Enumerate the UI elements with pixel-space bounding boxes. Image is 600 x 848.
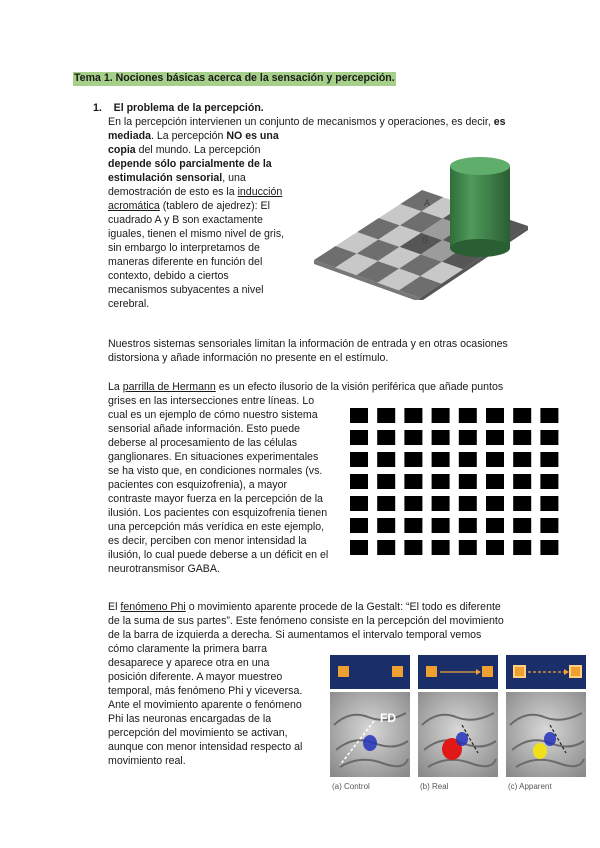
- cylinder-top: [450, 157, 510, 175]
- text-line: desaparece y aparece otra en una: [108, 657, 270, 669]
- text-line: sensorial añade información. Esto puede: [108, 423, 300, 435]
- text-line: deberse al procesamiento de las células: [108, 437, 298, 449]
- hermann-square: [377, 540, 395, 555]
- hermann-square: [486, 540, 504, 555]
- bold-text: copia: [108, 144, 136, 156]
- hermann-squares: [350, 408, 558, 555]
- label-a: A: [424, 198, 431, 208]
- text-line: iguales, tienen el mismo nivel de gris,: [108, 228, 285, 240]
- hermann-square: [513, 496, 531, 511]
- hermann-square: [459, 496, 477, 511]
- hermann-square: [513, 452, 531, 467]
- text-line: ilusión. Los pacientes con esquizofrenia tienen: [108, 507, 328, 519]
- hermann-square: [432, 430, 450, 445]
- text-line: posición diferente. A mayor muestreo: [108, 671, 283, 683]
- text-line: es decir, perciben con menor intensidad la: [108, 535, 307, 547]
- text-line: ilusión, lo cual puede deberse a un déficit en el: [108, 549, 329, 561]
- text-line: El: [108, 601, 121, 613]
- hermann-square: [540, 540, 558, 555]
- hermann-square: [404, 496, 422, 511]
- text-line: La: [108, 381, 123, 393]
- hermann-square: [486, 474, 504, 489]
- text-line: Nuestros sistemas sensoriales limitan la información de entrada y en otras ocasiones: [108, 338, 508, 350]
- hermann-square: [377, 452, 395, 467]
- hermann-square: [459, 474, 477, 489]
- hermann-square: [377, 408, 395, 423]
- text-line: se ha visto que, en condiciones normales (vs.: [108, 465, 323, 477]
- hermann-square: [404, 540, 422, 555]
- link-text[interactable]: parrilla de Hermann: [122, 381, 216, 393]
- hermann-square: [486, 452, 504, 467]
- checker-shadow-illusion: [312, 148, 530, 300]
- panel-control: [330, 655, 410, 777]
- bar-right: [392, 666, 403, 677]
- hermann-square: [432, 474, 450, 489]
- hermann-square: [459, 540, 477, 555]
- text-line: contexto, debido a ciertos: [108, 270, 229, 282]
- text-line: mecanismos subyacentes a nivel: [108, 284, 264, 296]
- section-title: Tema 1. Nociones básicas acerca de la sensación y percepción.: [74, 72, 395, 84]
- hermann-square: [540, 496, 558, 511]
- hermann-square: [513, 518, 531, 533]
- link-text[interactable]: inducción: [237, 186, 283, 198]
- hermann-square: [432, 408, 450, 423]
- panel-apparent: [506, 655, 586, 777]
- link-text[interactable]: acromática: [108, 200, 160, 212]
- text-line: Phi las neuronas encargadas de la: [108, 713, 272, 725]
- heading-text: El problema de la percepción.: [113, 102, 264, 114]
- text-line: de la suma de sus partes”. Este fenómeno consiste en la percepción del movimiento: [108, 615, 504, 627]
- hermann-square: [377, 474, 395, 489]
- hermann-square: [350, 430, 368, 445]
- caption-apparent: (c) Apparent: [508, 782, 552, 791]
- text-line: percepción del movimiento se activan,: [108, 727, 288, 739]
- hermann-square: [377, 518, 395, 533]
- text-line: movimiento real.: [108, 755, 186, 767]
- hermann-square: [540, 408, 558, 423]
- text-line: Ante el movimiento aparente o fenómeno: [108, 699, 302, 711]
- text-line: neurotransmisor GABA.: [108, 563, 220, 575]
- text-line: o movimiento aparente procede de la Gestalt: “El todo es diferente: [185, 601, 501, 613]
- heading-number: 1.: [93, 102, 102, 114]
- text-line: temporal, más fenómeno Phi y viceversa.: [108, 685, 303, 697]
- caption-control: (a) Control: [332, 782, 370, 791]
- hermann-square: [350, 518, 368, 533]
- text-line: pacientes con esquizofrenia), a mayor: [108, 479, 288, 491]
- text-line: grises en las intersecciones entre líneas. Lo: [108, 395, 315, 407]
- cylinder-base: [450, 239, 510, 257]
- hermann-square: [513, 474, 531, 489]
- hermann-square: [350, 496, 368, 511]
- hermann-square: [377, 430, 395, 445]
- text-line: cuadrado A y B son exactamente: [108, 214, 263, 226]
- hermann-square: [432, 452, 450, 467]
- hermann-square: [404, 430, 422, 445]
- text-line: distorsiona y añade información no presente en el estímulo.: [108, 352, 389, 364]
- text-line: cómo claramente la primera barra: [108, 643, 267, 655]
- text-line: de la barra de izquierda a derecha. Si aumentamos el intervalo temporal vemos: [108, 629, 482, 641]
- label-b: B: [422, 235, 429, 245]
- hermann-square: [459, 518, 477, 533]
- text-line: una percepción más verídica en este ejemplo,: [108, 521, 325, 533]
- link-text[interactable]: fenómeno Phi: [120, 601, 186, 613]
- hermann-square: [432, 540, 450, 555]
- hermann-square: [350, 408, 368, 423]
- hermann-square: [513, 540, 531, 555]
- hermann-square: [540, 474, 558, 489]
- section-heading: [93, 102, 264, 116]
- text-line: es un efecto ilusorio de la visión periférica que añade puntos: [215, 381, 504, 393]
- hermann-square: [404, 474, 422, 489]
- hermann-square: [486, 496, 504, 511]
- hermann-square: [404, 518, 422, 533]
- bold-text: depende sólo parcialmente de la: [108, 158, 272, 170]
- caption-real: (b) Real: [420, 782, 449, 791]
- text-line: aunque con menor intensidad respecto al: [108, 741, 303, 753]
- hermann-square: [432, 496, 450, 511]
- hermann-square: [350, 452, 368, 467]
- text-line: cerebral.: [108, 298, 150, 310]
- hermann-square: [459, 408, 477, 423]
- text-line: . La percepción: [150, 130, 227, 142]
- hermann-square: [513, 430, 531, 445]
- text-line: cual es un ejemplo de cómo nuestro sistema: [108, 409, 318, 421]
- hermann-grid: [350, 408, 568, 560]
- hermann-square: [540, 430, 558, 445]
- hermann-square: [459, 430, 477, 445]
- bold-text: NO es una: [226, 130, 279, 142]
- hermann-square: [486, 430, 504, 445]
- hermann-square: [513, 408, 531, 423]
- cylinder-body: [450, 166, 510, 248]
- hermann-square: [404, 408, 422, 423]
- hermann-square: [459, 452, 477, 467]
- panel-real: [418, 655, 498, 777]
- fd-label: FD: [380, 711, 396, 725]
- text-line: del mundo. La percepción: [135, 144, 261, 156]
- text-line: En la percepción intervienen un conjunto de mecanismos y operaciones, es decir,: [108, 116, 491, 128]
- text-line: contraste mayor fuerza en la percepción de la: [108, 493, 323, 505]
- bold-text: mediada: [108, 130, 151, 142]
- hermann-square: [540, 452, 558, 467]
- hermann-square: [350, 474, 368, 489]
- bold-text: es: [493, 116, 506, 128]
- hermann-square: [486, 518, 504, 533]
- hermann-square: [432, 518, 450, 533]
- text-line: ganglionares. En situaciones experimentales: [108, 451, 319, 463]
- hermann-square: [486, 408, 504, 423]
- text-line: maneras diferente en función del: [108, 256, 263, 268]
- text-line: demostración de esto es la: [108, 186, 238, 198]
- hermann-square: [404, 452, 422, 467]
- text-line: sin embargo lo interpretamos de: [108, 242, 260, 254]
- bar-left: [338, 666, 349, 677]
- bold-text: estimulación sensorial: [108, 172, 223, 184]
- hermann-square: [377, 496, 395, 511]
- hermann-square: [540, 518, 558, 533]
- text-line: (tablero de ajedrez): El: [159, 200, 270, 212]
- phi-phenomenon-figure: [330, 655, 588, 795]
- hermann-square: [350, 540, 368, 555]
- text-line: , una: [222, 172, 246, 184]
